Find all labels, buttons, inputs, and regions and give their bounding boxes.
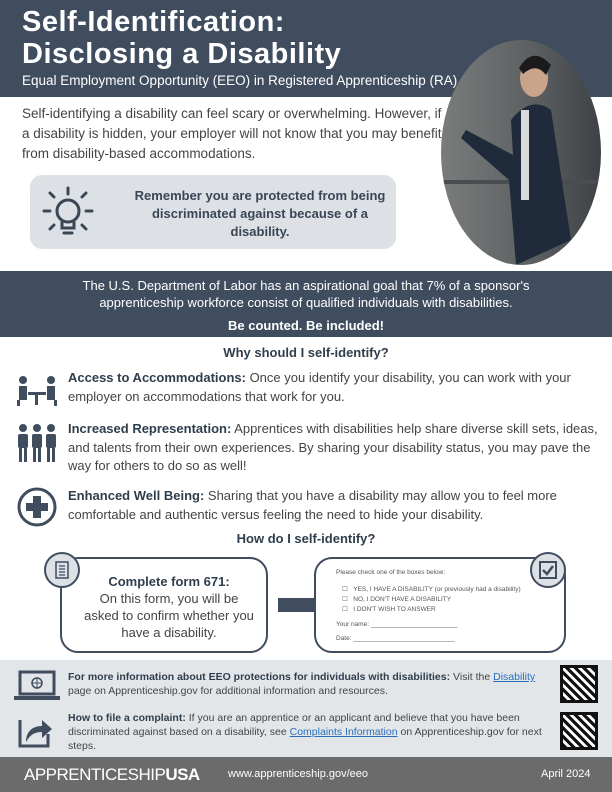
- qr-code-disability: [560, 665, 598, 703]
- option-decline: ☐ I DON'T WISH TO ANSWER: [342, 606, 436, 613]
- form-title: Complete form 671:: [108, 574, 230, 589]
- qr-code-complaints: [560, 712, 598, 750]
- footer-date: April 2024: [541, 768, 591, 780]
- form-text: On this form, you will be asked to confirm whether you have a disability.: [84, 591, 254, 640]
- name-field-label: Your name: ________________________: [336, 621, 458, 628]
- date-field-label: Date: ____________________________: [336, 635, 455, 642]
- option-yes: ☐ YES, I HAVE A DISABILITY (or previously had a disability): [342, 586, 521, 593]
- form-document-icon: [44, 552, 80, 588]
- callout-text: Remember you are protected from being discriminated against because of a disability.: [134, 188, 386, 239]
- how-heading: How do I self-identify?: [236, 531, 376, 546]
- lightbulb-icon: [42, 185, 94, 241]
- eeo-info: For more information about EEO protections for individuals with disabilities: Visit the Disability page on Apprenticeship.gov for additional information and resources.: [68, 671, 536, 697]
- why-item-wellbeing: Enhanced Well Being: Sharing that you have a disability may allow you to feel more comfortable and authentic versus feeling the need to hide your disability.: [68, 488, 557, 522]
- footer-url[interactable]: www.apprenticeship.gov/eeo: [228, 768, 369, 780]
- intro-text: Self-identifying a disability can feel scary or overwhelming. However, if a disability is hidden, your employer will not know that you may benefit from disability-based accommodations.: [22, 106, 442, 161]
- share-arrow-icon: [18, 714, 54, 748]
- option-no: ☐ NO, I DON'T HAVE A DISABILITY: [342, 596, 452, 603]
- why-item-accommodations: Access to Accommodations: Once you identify your disability, you can work with your employer on accommodations that work for you.: [68, 370, 571, 404]
- complaint-info: How to file a complaint: If you are an apprentice or an applicant and believe that you have been discriminated against based on a disability, see Complaints Information on Apprenticeship.gov for next steps.: [68, 712, 542, 752]
- goal-band: [0, 271, 612, 337]
- title-line-1: Self-Identification:: [22, 6, 285, 38]
- medical-plus-icon: [14, 484, 60, 530]
- apprenticeship-usa-logo: APPRENTICESHIPUSA: [24, 765, 200, 784]
- form-prompt: Please check one of the boxes below:: [336, 569, 446, 576]
- title-line-2: Disclosing a Disability: [22, 38, 342, 70]
- people-group-icon: [14, 420, 60, 466]
- man-photo: [441, 40, 601, 265]
- laptop-globe-icon: [14, 670, 60, 702]
- form-preview: [314, 557, 566, 653]
- tagline: Be counted. Be included!: [227, 318, 384, 333]
- callout-box: [30, 175, 396, 249]
- form-instructions-box: [60, 557, 268, 653]
- complaints-link[interactable]: Complaints Information: [289, 726, 398, 738]
- disability-link[interactable]: Disability: [493, 671, 536, 683]
- why-heading: Why should I self-identify?: [223, 345, 389, 360]
- subtitle: Equal Employment Opportunity (EEO) in Registered Apprenticeship (RA): [22, 73, 458, 88]
- checkbox-checked-icon: [530, 552, 566, 588]
- meeting-icon: [14, 370, 60, 416]
- footer: [0, 757, 612, 792]
- why-item-representation: Increased Representation: Apprentices with disabilities help share diverse skill sets, ideas, and talents from their own experiences. By sharing your disability status, you may pave the way for others to do so as well!: [68, 421, 598, 473]
- goal-text: The U.S. Department of Labor has an aspirational goal that 7% of a sponsor's apprenticeship workforce consist of qualified individuals with disabilities.: [82, 278, 530, 310]
